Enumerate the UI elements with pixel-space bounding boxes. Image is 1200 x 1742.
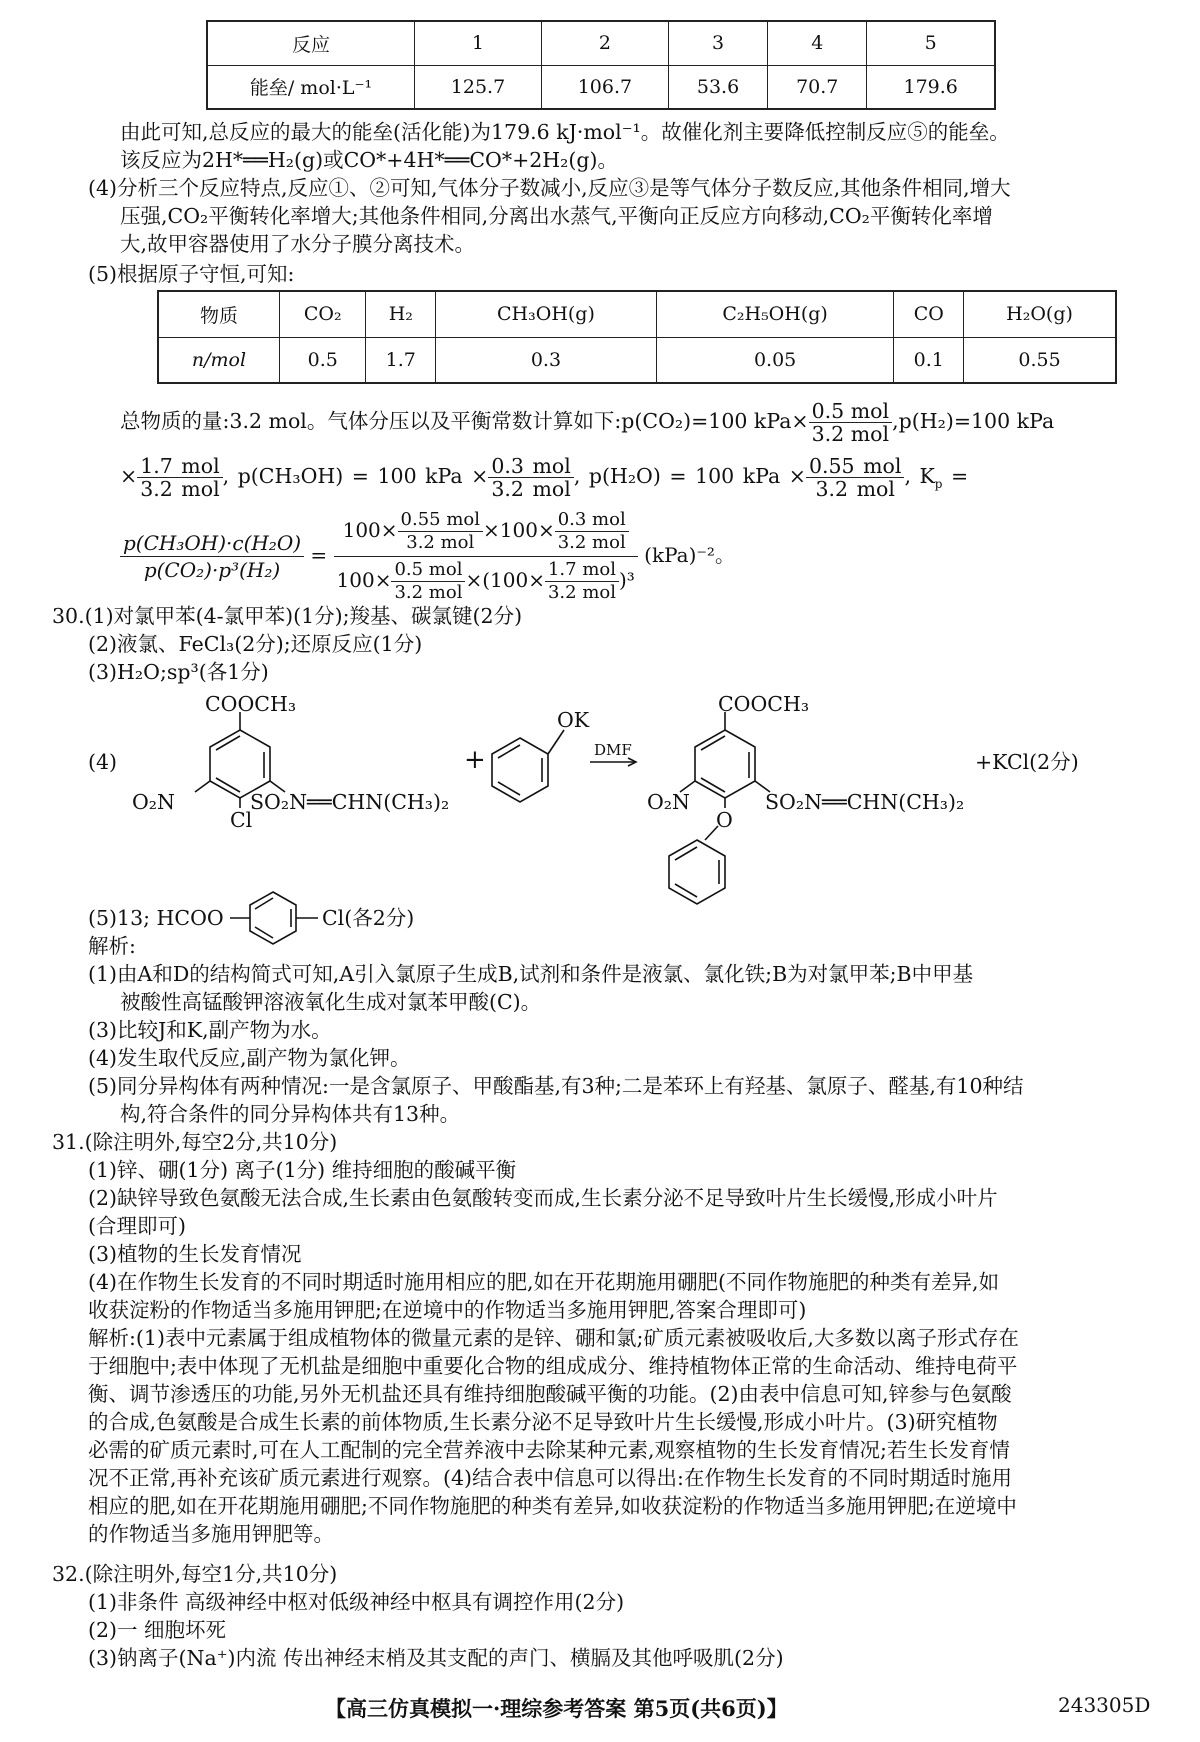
bond [701,778,725,792]
group-label: SO₂N══CHN(CH₃)₂ [250,790,450,814]
text-line: 大,故甲容器使用了水分子膜分离技术。 [120,232,476,256]
calc-text: ,p(H₂)=100 kPa [892,409,1055,433]
table-header: H₂O(g) [964,291,1116,337]
calc-text: , K [904,464,935,488]
text-line: 于细胞中;表中体现了无机盐是细胞中重要化合物的组成成分、维持植物体正常的生命活动、维持电荷平 [88,1354,1018,1378]
text-line: 32.(除注明外,每空1分,共10分) [52,1562,338,1586]
calc-text: )³ [618,568,635,592]
calc-text: = [951,464,969,488]
text-line: 解析: [88,934,136,958]
text-line: (1)锌、硼(1分) 离子(1分) 维持细胞的酸碱平衡 [88,1158,517,1182]
text-line: (4)发生取代反应,副产物为氯化钾。 [88,1046,411,1070]
numerator: p(CH₃OH)·c(H₂O) [120,530,304,557]
calc-text: 100× [499,518,555,542]
text-line: 的合成,色氨酸是合成生长素的前体物质,生长素分泌不足导致叶片生长缓慢,形成小叶片。(3)研究植物 [88,1410,998,1434]
calc-text: × [483,518,500,542]
denominator: 3.2 mol [394,582,463,603]
calc-text: 总物质的量:3.2 mol。气体分压以及平衡常数计算如下:p(CO₂)=100 kPa× [120,409,809,433]
text-line: (4)在作物生长发育的不同时期适时施用相应的肥,如在开花期施用硼肥(不同作物施肥的种类有差异,如 [88,1270,1000,1294]
table-header: 反应 [207,21,415,65]
denominator: 3.2 mol [815,477,895,501]
text-line: (1)由A和D的结构简式可知,A引入氯原子生成B,试剂和条件是液氯、氯化铁;B为对氯甲苯;B中甲基 [88,962,974,986]
bond [195,781,210,792]
numerator: 1.7 mol [545,559,619,582]
text-line: (3)比较J和K,副产物为水。 [88,1018,332,1042]
denominator: 3.2 mol [140,477,220,501]
table-cell: 0.05 [656,337,894,383]
table-header: CO₂ [280,291,366,337]
table-cell: 106.7 [541,65,668,109]
numerator: 0.5 mol [809,400,892,423]
table-cell: 53.6 [668,65,767,109]
table-header: 3 [668,21,767,65]
group-label: O₂N [132,790,175,814]
group-label: SO₂N══CHN(CH₃)₂ [765,790,965,814]
numerator: 0.5 mol [391,559,465,582]
calc-text: , p(H₂O) = 100 kPa × [573,464,806,488]
table-row-label: 能垒/ mol·L⁻¹ [207,65,415,109]
text-line: 该反应为2H*══H₂(g)或CO*+4H*══CO*+2H₂(g)。 [120,148,619,172]
text-line: 衡、调节渗透压的功能,另外无机盐还具有维持细胞酸碱平衡的功能。(2)由表中信息可知,锌参与色氨酸 [88,1382,1012,1406]
calc-text: × [120,464,138,488]
denominator: 3.2 mol [547,582,616,603]
text-line: (4)分析三个反应特点,反应①、②可知,气体分子数减小,反应③是等气体分子数反应,其他条件相同,增大 [88,176,1011,200]
text-line: 解析:(1)表中元素属于组成植物体的微量元素的是锌、硼和氯;矿质元素被吸收后,大多数以离子形式存在 [88,1326,1019,1350]
table-header: C₂H₅OH(g) [656,291,894,337]
bond [255,898,273,909]
table-header: 4 [768,21,867,65]
table-cell: 0.5 [280,337,366,383]
numerator: 0.55 mol [398,509,483,532]
text-line: (3)植物的生长发育情况 [88,1242,302,1266]
numerator: 0.3 mol [555,509,629,532]
text-line: (2)缺锌导致色氨酸无法合成,生长素由色氨酸转变而成,生长素分泌不足导致叶片生长缓慢,形成小叶片 [88,1186,998,1210]
benzene-ring [250,892,296,944]
bond [498,745,520,758]
text-line: 收获淀粉的作物适当多施用钾肥;在逆境中的作物适当多施用钾肥,答案合理即可) [88,1298,807,1322]
text-line: (5)同分异构体有两种情况:一是含氯原子、甲酸酯基,有3种;二是苯环上有羟基、氯原子、醛基,有10种结 [88,1074,1024,1098]
bond [498,782,520,795]
bond [701,736,725,750]
bond [675,847,697,860]
text-line: (3)H₂O;sp³(各1分) [88,660,269,684]
bond [675,884,697,897]
denominator: 3.2 mol [406,532,475,553]
table-header: 物质 [158,291,280,337]
denominator: 3.2 mol [491,477,571,501]
group-label: Cl [230,808,253,832]
text-line: (3)钠离子(Na⁺)内流 传出神经末梢及其支配的声门、横膈及其他呼吸肌(2分) [88,1646,784,1670]
table-header: 5 [867,21,995,65]
bond [255,927,273,938]
group-label: COOCH₃ [718,692,810,716]
text-line: (5)根据原子守恒,可知: [88,262,295,286]
table-cell: 0.3 [436,337,657,383]
text-line: Cl(各2分) [322,906,415,930]
group-label: COOCH₃ [205,692,297,716]
calc-text: = [310,543,328,567]
group-label: O₂N [647,790,690,814]
text-line: 的作物适当多施用钾肥等。 [88,1522,334,1546]
subscript: p [934,477,943,492]
plus-sign: + [464,745,486,775]
text-line: (2)液氯、FeCl₃(2分);还原反应(1分) [88,632,423,656]
page-footer: 【高三仿真模拟一·理综参考答案 第5页(共6页)】 [325,1696,788,1721]
text-line: 由此可知,总反应的最大的能垒(活化能)为179.6 kJ·mol⁻¹。故催化剂主要降低控制反应⑤的能垒。 [120,120,1010,144]
denominator: 3.2 mol [811,422,890,446]
benzene-ring [492,738,548,802]
group-label: O [716,808,733,832]
table-cell: 1.7 [366,337,436,383]
numerator: 0.3 mol [488,455,573,478]
group-label: OK [557,708,590,732]
bond [216,736,240,750]
table-cell: 179.6 [867,65,995,109]
calc-text: × [465,568,483,592]
text-line: (1)非条件 高级神经中枢对低级神经中枢具有调控作用(2分) [88,1590,625,1614]
table-header: CH₃OH(g) [436,291,657,337]
text-line: 31.(除注明外,每空2分,共10分) [52,1130,338,1154]
text-line: 30.(1)对氯甲苯(4-氯甲苯)(1分);羧基、碳氯键(2分) [52,604,523,628]
table-cell: 0.1 [894,337,964,383]
document-code: 243305D [1058,1693,1151,1717]
table-cell: 70.7 [768,65,867,109]
numerator: 0.55 mol [806,455,905,478]
numerator: 1.7 mol [137,455,222,478]
calc-text: (100× [482,568,545,592]
bond [216,778,240,792]
table-cell: 0.55 [964,337,1116,383]
text-line: 构,符合条件的同分异构体共有13种。 [120,1102,461,1126]
table-header: 1 [415,21,542,65]
benzene-ring [695,730,755,798]
text-line: (2)一 细胞坏死 [88,1618,227,1642]
denominator: p(CO₂)·p³(H₂) [143,558,281,582]
text-line: (5)13; HCOO [88,906,224,930]
calc-text: (kPa)⁻²。 [644,543,735,567]
denominator: 3.2 mol [557,532,626,553]
calc-text: 100× [336,568,392,592]
text-line: 相应的肥,如在开花期施用硼肥;不同作物施肥的种类有差异,如收获淀粉的作物适当多施用钾肥;在逆境中 [88,1494,1017,1518]
benzene-ring [669,840,725,904]
reagent-label: DMF [594,741,632,759]
text-line: (合理即可) [88,1214,186,1238]
text-line: +KCl(2分) [975,750,1079,774]
text-line: 压强,CO₂平衡转化率增大;其他条件相同,分离出水蒸气,平衡向正反应方向移动,CO₂平衡转化率增 [120,204,993,228]
text-line: 必需的矿质元素时,可在人工配制的完全营养液中去除某种元素,观察植物的生长发育情况;若生长发育情 [88,1438,1010,1462]
calc-text: , p(CH₃OH) = 100 kPa × [222,464,489,488]
calc-text: 100× [342,518,398,542]
table-header: H₂ [366,291,436,337]
text-line: 况不正常,再补充该矿质元素进行观察。(4)结合表中信息可以得出:在作物生长发育的不同时期适时施用 [88,1466,1012,1490]
table-row-label: n/mol [158,337,280,383]
table-header: CO [894,291,964,337]
table-header: 2 [541,21,668,65]
reaction-label: (4) [88,750,118,774]
text-line: 被酸性高锰酸钾溶液氧化生成对氯苯甲酸(C)。 [120,990,542,1014]
table-cell: 125.7 [415,65,542,109]
